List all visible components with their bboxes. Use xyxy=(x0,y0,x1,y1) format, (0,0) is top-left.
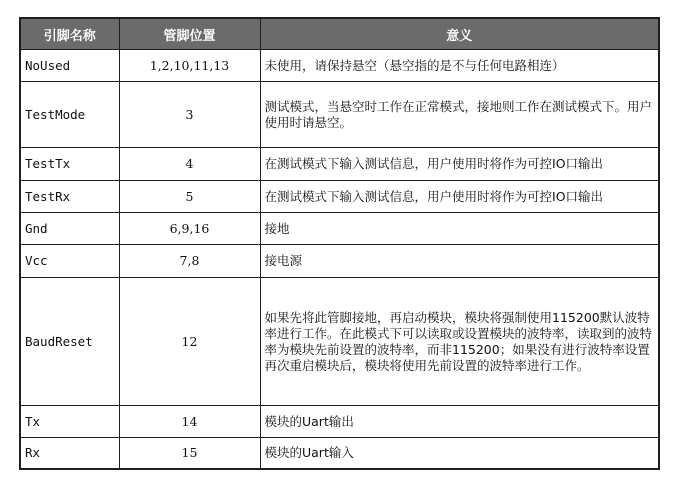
pin-meaning-cell: 测试模式，当悬空时工作在正常模式，接地则工作在测试模式下。用户使用时请悬空。 xyxy=(260,82,659,148)
header-pin-position: 管脚位置 xyxy=(119,18,260,50)
pin-meaning-cell: 模块的Uart输入 xyxy=(260,438,659,469)
table-row xyxy=(20,278,659,406)
pin-position-cell: 14 xyxy=(119,406,260,438)
table-row xyxy=(20,181,659,213)
pin-position-cell: 12 xyxy=(119,278,260,406)
table-row xyxy=(20,148,659,181)
pin-position-cell: 15 xyxy=(119,438,260,469)
header-pin-name: 引脚名称 xyxy=(20,18,119,50)
table-row xyxy=(20,245,659,278)
pin-name-cell: Rx xyxy=(20,438,119,469)
table-row xyxy=(20,406,659,438)
pin-meaning-cell: 在测试模式下输入测试信息，用户使用时将作为可控IO口输出 xyxy=(260,148,659,181)
pin-name-cell: NoUsed xyxy=(20,50,119,82)
header-meaning: 意义 xyxy=(260,18,659,50)
pin-meaning-cell: 接电源 xyxy=(260,245,659,278)
table-header-row xyxy=(20,18,659,50)
table-row xyxy=(20,438,659,469)
pin-name-cell: TestTx xyxy=(20,148,119,181)
pin-meaning-cell: 接地 xyxy=(260,213,659,245)
pin-name-cell: Vcc xyxy=(20,245,119,278)
pin-meaning-cell: 在测试模式下输入测试信息，用户使用时将作为可控IO口输出 xyxy=(260,181,659,213)
table-row xyxy=(20,50,659,82)
pin-meaning-cell: 模块的Uart输出 xyxy=(260,406,659,438)
pin-definition-table-container xyxy=(19,17,658,470)
pin-position-cell: 6,9,16 xyxy=(119,213,260,245)
pin-position-cell: 1,2,10,11,13 xyxy=(119,50,260,82)
pin-position-cell: 7,8 xyxy=(119,245,260,278)
pin-meaning-cell: 如果先将此管脚接地，再启动模块，模块将强制使用115200默认波特率进行工作。在此模式下可以读取或设置模块的波特率，读取到的波特率为模块先前设置的波特率，而非115200；如果没有进行波特率设置再次重启模块后，模块将使用先前设置的波特率进行工作。 xyxy=(260,278,659,406)
table-row xyxy=(20,213,659,245)
pin-name-cell: Tx xyxy=(20,406,119,438)
pin-name-cell: TestMode xyxy=(20,82,119,148)
pin-definition-table xyxy=(19,17,660,470)
pin-name-cell: Gnd xyxy=(20,213,119,245)
pin-position-cell: 5 xyxy=(119,181,260,213)
pin-name-cell: BaudReset xyxy=(20,278,119,406)
pin-position-cell: 4 xyxy=(119,148,260,181)
pin-position-cell: 3 xyxy=(119,82,260,148)
pin-meaning-cell: 未使用，请保持悬空（悬空指的是不与任何电路相连） xyxy=(260,50,659,82)
pin-name-cell: TestRx xyxy=(20,181,119,213)
table-row xyxy=(20,82,659,148)
